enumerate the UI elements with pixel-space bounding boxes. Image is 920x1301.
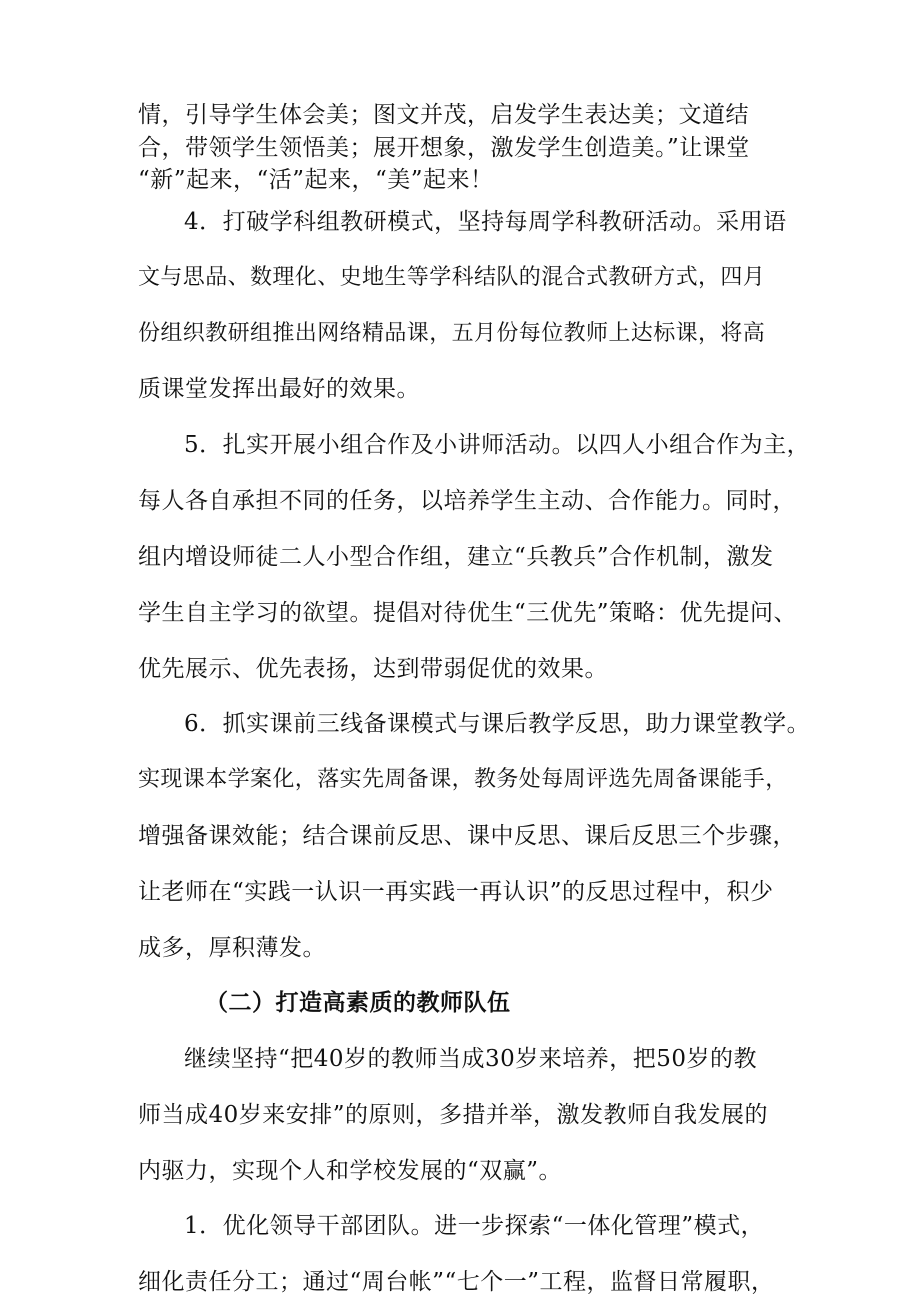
paragraph-5-line-3: 组内增设师徒二人小型合作组，建立“兵教兵”合作机制，激发 [138, 544, 774, 570]
paragraph-5-line-5: 优先展示、优先表扬，达到带弱促优的效果。 [138, 656, 608, 682]
paragraph-5-line-1: 5．扎实开展小组合作及小讲师活动。以四人小组合作为主， [184, 432, 811, 458]
paragraph-6-line-5: 成多，厚积薄发。 [138, 935, 326, 961]
paragraph-4-line-4: 质课堂发挥出最好的效果。 [138, 376, 420, 402]
text-line-2: 合，带领学生领悟美；展开想象，激发学生创造美。”让课堂 [138, 135, 750, 161]
paragraph-6-line-1: 6．抓实课前三线备课模式与课后教学反思，助力课堂教学。 [184, 711, 811, 737]
section-heading: （二）打造高素质的教师队伍 [205, 989, 511, 1016]
paragraph-4-line-3: 份组织教研组推出网络精品课，五月份每位教师上达标课，将高 [138, 321, 766, 346]
intro-line-1: 继续坚持“把40岁的教师当成30岁来培养，把50岁的教 [184, 1046, 758, 1072]
item-1-line-1: 1．优化领导干部团队。进一步探索“一体化管理”模式， [184, 1213, 765, 1239]
text-line-3: “新”起来，“活”起来，“美”起来！ [138, 167, 494, 193]
paragraph-4-line-1: 4．打破学科组教研模式，坚持每周学科教研活动。采用语 [184, 209, 787, 235]
paragraph-6-line-4: 让老师在“实践一认识一再实践一再认识”的反思过程中，积少 [138, 879, 774, 905]
paragraph-6-line-3: 增强备课效能；结合课前反思、课中反思、课后反思三个步骤， [138, 823, 796, 849]
text-line-1: 情，引导学生体会美；图文并茂，启发学生表达美；文道结 [138, 102, 749, 128]
paragraph-6-line-2: 实现课本学案化，落实先周备课，教务处每周评选先周备课能手， [138, 767, 788, 792]
intro-line-2: 师当成40岁来安排”的原则，多措并举，激发教师自我发展的 [138, 1102, 769, 1128]
paragraph-5-line-2: 每人各自承担不同的任务，以培养学生主动、合作能力。同时， [138, 488, 796, 514]
intro-line-3: 内驱力，实现个人和学校发展的“双赢”。 [138, 1158, 563, 1184]
item-1-line-2: 细化责任分工；通过“周台帐”“七个一”工程，监督日常履职， [138, 1269, 775, 1295]
paragraph-5-line-4: 学生自主学习的欲望。提倡对待优生“三优先”策略：优先提问、 [138, 600, 798, 626]
paragraph-4-line-2: 文与思品、数理化、史地生等学科结队的混合式教研方式，四月 [138, 265, 766, 290]
